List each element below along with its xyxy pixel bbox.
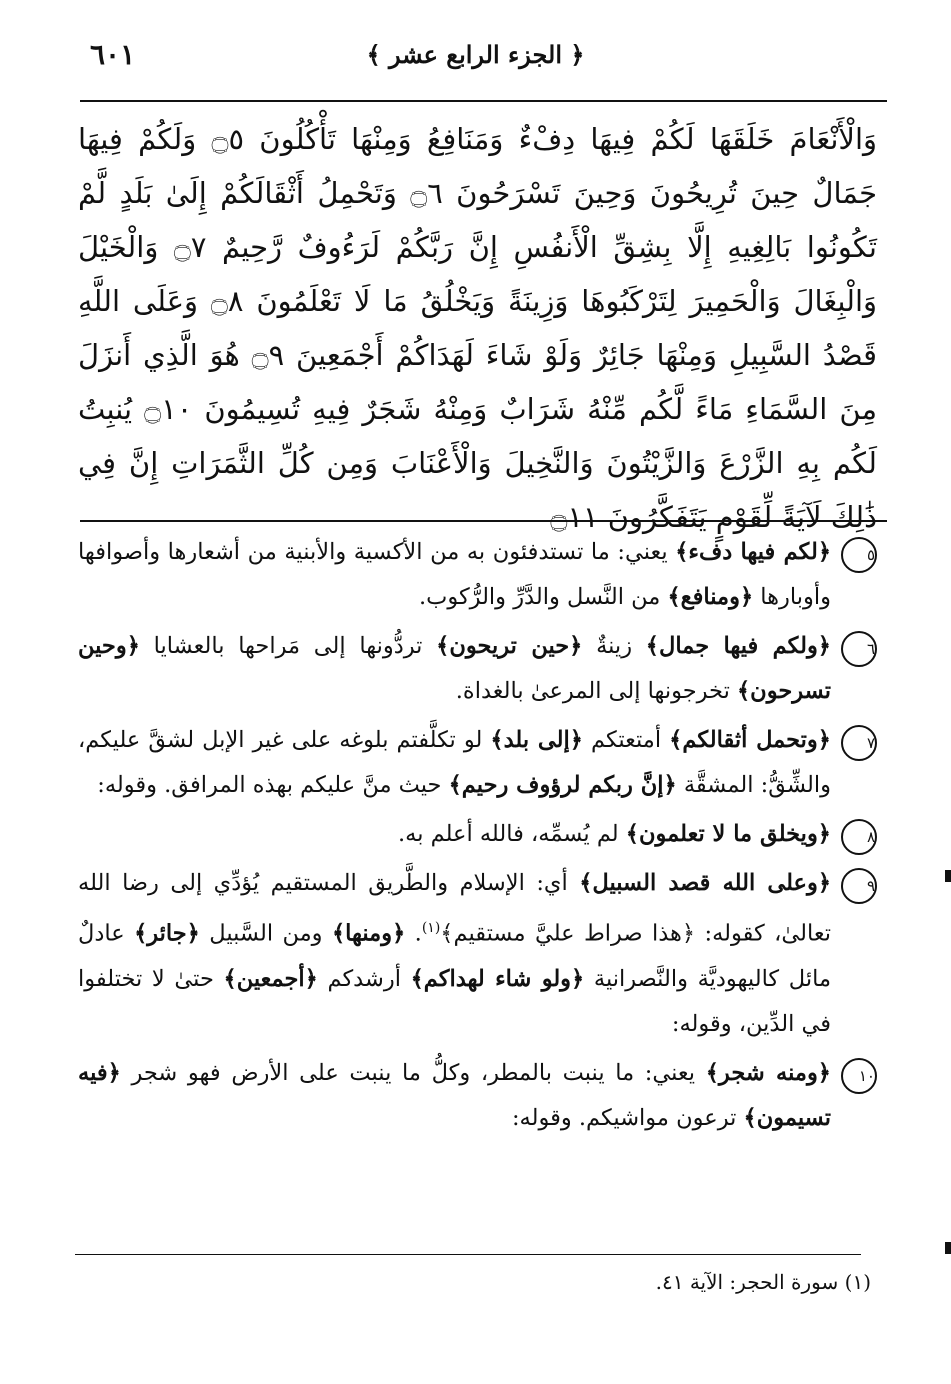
note-text: .	[405, 920, 422, 947]
scan-edge-mark	[945, 870, 951, 882]
note-text: من النَّسل والدَّرِّ والرُّكوب.	[418, 584, 668, 610]
note-term: ﴿وحين تسرحون﴾	[78, 633, 831, 704]
note-8	[78, 812, 879, 857]
note-text: عادلٌ مائل كاليهوديَّة والنَّصرانية	[78, 920, 831, 992]
note-term: ﴿حين تريحون﴾	[436, 633, 583, 659]
quran-text: وَالْأَنْعَامَ خَلَقَهَا لَكُمْ فِيهَا دِفْءٌ وَمَنَافِعُ وَمِنْهَا تَأْكُلُونَ ۝٥ وَلَكُمْ فِيهَا جَمَالٌ حِينَ تُرِيحُونَ وَحِينَ تَسْرَحُونَ ۝٦ وَتَحْمِلُ أَثْقَالَكُمْ إِلَىٰ بَلَدٍ لَّمْ تَكُونُوا بَالِغِيهِ إِلَّا بِشِقِّ الْأَنفُسِ إِنَّ رَبَّكُمْ لَرَءُوفٌ رَّحِيمٌ ۝٧ وَالْخَيْلَ وَالْبِغَالَ وَالْحَمِيرَ لِتَرْكَبُوهَا وَزِينَةً وَيَخْلُقُ مَا لَا تَعْلَمُونَ ۝٨ وَعَلَى اللَّهِ قَصْدُ السَّبِيلِ وَمِنْهَا جَائِرٌ وَلَوْ شَاءَ لَهَدَاكُمْ أَجْمَعِينَ ۝٩ هُوَ الَّذِي أَنزَلَ مِنَ السَّمَاءِ مَاءً لَّكُم مِّنْهُ شَرَابٌ وَمِنْهُ شَجَرٌ فِيهِ تُسِيمُونَ ۝١٠ يُنبِتُ لَكُم بِهِ الزَّرْعَ وَالزَّيْتُونَ وَالنَّخِيلَ وَالْأَعْنَابَ وَمِن كُلِّ الثَّمَرَاتِ إِنَّ فِي ذَٰلِكَ لَآيَةً لِّقَوْمٍ يَتَفَكَّرُونَ ۝١١	[78, 122, 877, 534]
note-text: حتىٰ لا تختلفوا في الدِّين، وقوله:	[78, 965, 831, 1037]
note-text: ترعون مواشيكم. وقوله:	[511, 1104, 744, 1131]
note-term: ﴿وتحمل أثقالكم﴾	[669, 727, 831, 753]
note-term: ﴿ولو شاء لهداكم﴾	[410, 965, 585, 992]
note-term: ﴿وعلى الله قصد السبيل﴾	[579, 870, 832, 896]
note-text: حيث منَّ عليكم بهذه المرافق. وقوله:	[97, 772, 449, 798]
ayah-marker-icon: ١٠	[841, 1058, 877, 1094]
ayah-marker-icon: ٦	[841, 631, 877, 667]
note-text: يعني: ما ينبت بالمطر، وكلُّ ما ينبت على الأرض فهو شجر	[120, 1059, 706, 1086]
footnote-rule	[75, 1254, 861, 1255]
note-term: ﴿ومنها﴾	[331, 920, 406, 947]
note-text: أمتعتكم	[582, 727, 670, 753]
header-rule	[80, 100, 887, 102]
note-text: تردُّونها إلى مَراحها بالعشايا	[139, 633, 437, 659]
note-term: ﴿ومنه شجر﴾	[705, 1059, 831, 1086]
note-5	[78, 530, 879, 620]
note-term: ﴿إلى بلد﴾	[490, 727, 583, 753]
note-term: ﴿ومنافع﴾	[667, 584, 754, 610]
scan-edge-mark	[945, 1242, 951, 1254]
note-6	[78, 624, 879, 714]
note-term: ﴿إنَّ ربكم لرؤوف رحيم﴾	[448, 772, 677, 798]
note-7	[78, 718, 879, 808]
ayah-marker-icon: ٥	[841, 537, 877, 573]
note-term: ﴿ولكم فيها جمال﴾	[645, 633, 831, 659]
note-text: زينةٌ	[582, 633, 646, 659]
footnote-ref[interactable]: (١)	[421, 920, 441, 936]
running-head: ﴿ الجزء الرابع عشر ﴾	[366, 40, 585, 69]
note-term: ﴿فيه تسيمون﴾	[78, 1059, 831, 1131]
ayah-marker-icon: ٧	[841, 725, 877, 761]
page-header	[70, 38, 881, 88]
ayah-marker-icon: ٩	[841, 868, 877, 904]
note-text: أرشدكم	[317, 965, 411, 992]
ayah-marker-icon: ٨	[841, 819, 877, 855]
note-term: ﴿جائر﴾	[134, 920, 200, 947]
commentary-notes	[78, 530, 879, 1145]
note-text: أي: الإسلام والطَّريق المستقيم يُؤدِّي إلى رضا الله تعالىٰ، كقوله: ﴿هذا صراط عليَّ مستقيم﴾	[78, 870, 831, 947]
note-text: لو تكلَّفتم بلوغه على غير الإبل لشقَّ عليكم، والشِّقُّ: المشقَّة	[78, 727, 831, 798]
note-10	[78, 1051, 879, 1141]
footnote: (١) سورة الحجر: الآية ٤١.	[655, 1270, 871, 1294]
note-text: تخرجونها إلى المرعىٰ بالغداة.	[455, 678, 737, 704]
section-rule	[80, 520, 887, 522]
note-9	[78, 861, 879, 1047]
note-term: ﴿لكم فيها دفء﴾	[675, 539, 832, 565]
note-text: ومن السَّبيل	[199, 920, 332, 947]
page-number: ٦٠١	[90, 38, 136, 71]
note-term: ﴿ويخلق ما لا تعلمون﴾	[625, 821, 831, 847]
note-text: يعني: ما تستدفئون به من الأكسية والأبنية من أشعارها وأصوافها وأوبارها	[78, 539, 831, 610]
note-text: لم يُسمِّه، فالله أعلم به.	[397, 821, 626, 847]
note-term: ﴿أجمعين﴾	[223, 965, 318, 992]
